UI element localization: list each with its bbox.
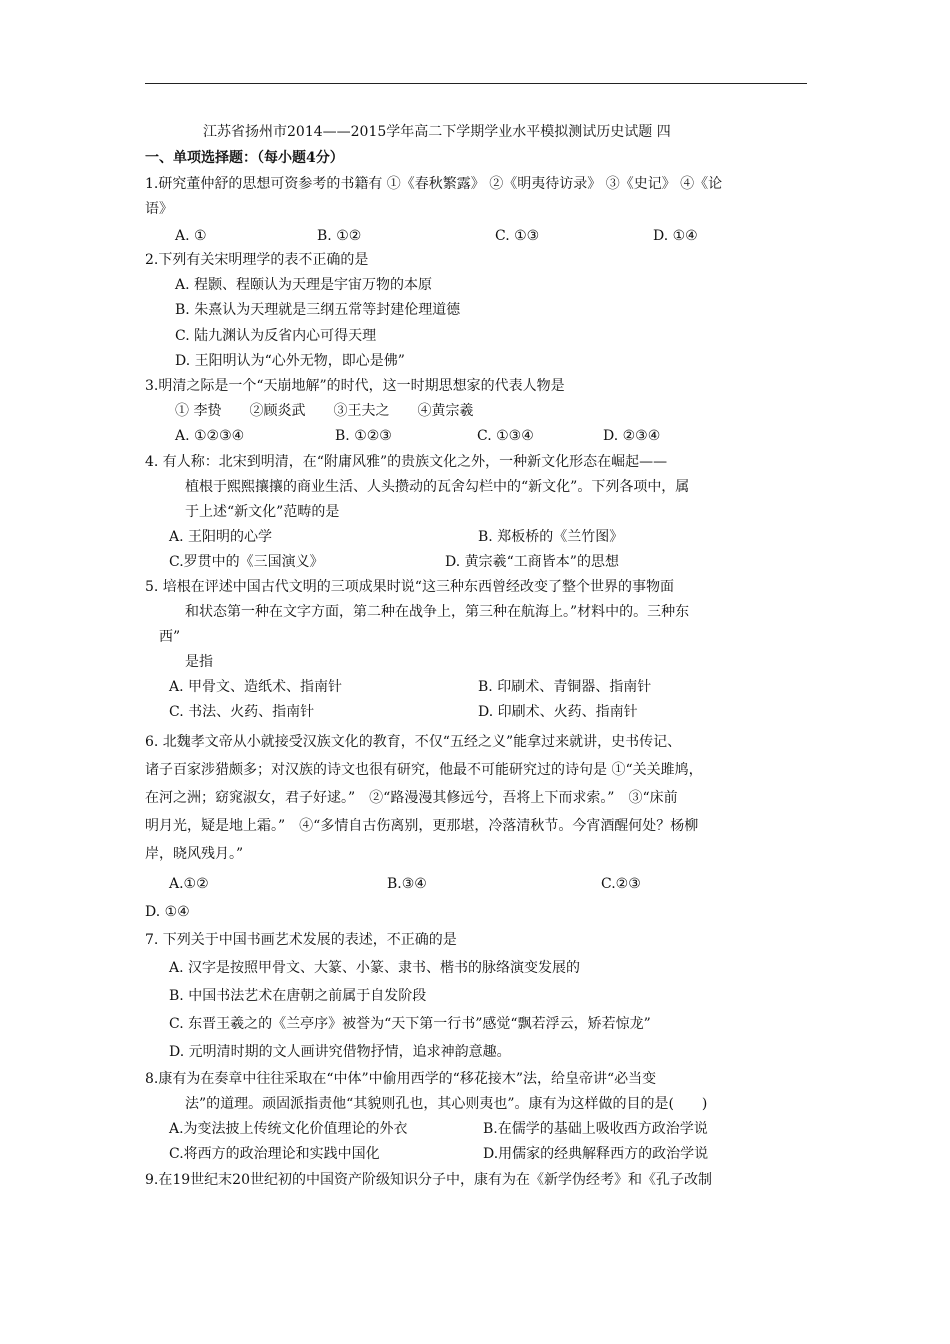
q2-option-c: C. 陆九渊认为反省内心可得天理 bbox=[175, 328, 377, 344]
q4-stem-cont-2: 于上述“新文化”范畴的是 bbox=[185, 504, 340, 520]
q3-option-d: D. ②③④ bbox=[603, 428, 661, 444]
q5-option-a: A. 甲骨文、造纸术、指南针 bbox=[169, 679, 343, 695]
q3-option-c: C. ①③④ bbox=[477, 428, 534, 444]
q6-option-d: D. ①④ bbox=[145, 904, 190, 920]
q1-stem-cont: 语》 bbox=[145, 201, 173, 217]
q8-option-a: A.为变法披上传统文化价值理论的外衣 bbox=[169, 1121, 408, 1137]
q6-option-b: B.③④ bbox=[387, 876, 427, 892]
q5-stem-cont-2: 西” bbox=[159, 629, 181, 645]
q4-stem: 4. 有人称：北宋到明清，在“附庸风雅”的贵族文化之外，一种新文化形态在崛起—— bbox=[145, 454, 668, 470]
q1-option-b: B. ①② bbox=[317, 228, 362, 244]
q3-option-b: B. ①②③ bbox=[335, 428, 392, 444]
q8-stem: 8.康有为在奏章中往往采取在“中体”中偷用西学的“移花接木”法，给皇帝讲“必当变 bbox=[145, 1071, 657, 1087]
section-heading: 一、单项选择题：（每小题4分） bbox=[145, 150, 344, 166]
q4-option-d: D. 黄宗羲“工商皆本”的思想 bbox=[445, 554, 619, 570]
q6-option-a: A.①② bbox=[169, 876, 209, 892]
q5-option-b: B. 印刷术、青铜器、指南针 bbox=[478, 679, 652, 695]
q3-stem: 3.明清之际是一个“天崩地解”的时代，这一时期思想家的代表人物是 bbox=[145, 378, 565, 394]
q1-option-c: C. ①③ bbox=[495, 228, 540, 244]
q2-option-b: B. 朱熹认为天理就是三纲五常等封建伦理道德 bbox=[175, 302, 461, 318]
q6-stem-cont-2: 在河之洲；窈窕淑女，君子好逑。” ②“路漫漫其修远兮，吾将上下而求索。” ③“床前 bbox=[145, 790, 678, 806]
q9-stem: 9.在19世纪末20世纪初的中国资产阶级知识分子中，康有为在《新学伪经考》和《孔子改制 bbox=[145, 1172, 712, 1188]
q6-stem-cont-1: 诸子百家涉猎颇多；对汉族的诗文也很有研究，他最不可能研究过的诗句是 ①“关关雎鸠， bbox=[145, 762, 703, 778]
q6-stem-cont-4: 岸，晓风残月。” bbox=[145, 846, 244, 862]
q7-option-d: D. 元明清时期的文人画讲究借物抒情，追求神韵意趣。 bbox=[169, 1044, 511, 1060]
page-title: 江苏省扬州市2014——2015学年高二下学期学业水平模拟测试历史试题 四 bbox=[203, 124, 671, 140]
q5-stem-cont-1: 和状态第一种在文字方面，第二种在战争上，第三种在航海上。”材料中的。三种东 bbox=[185, 604, 690, 620]
q4-option-c: C.罗贯中的《三国演义》 bbox=[169, 554, 324, 570]
q2-stem: 2.下列有关宋明理学的表不正确的是 bbox=[145, 252, 369, 268]
q1-option-d: D. ①④ bbox=[653, 228, 698, 244]
q7-option-c: C. 东晋王羲之的《兰亭序》被誉为“天下第一行书”感觉“飘若浮云，矫若惊龙” bbox=[169, 1016, 651, 1032]
q8-stem-cont: 法”的道理。顽固派指责他“其貌则孔也，其心则夷也”。康有为这样做的目的是( ) bbox=[185, 1096, 708, 1112]
q5-stem: 5. 培根在评述中国古代文明的三项成果时说“这三种东西曾经改变了整个世界的事物面 bbox=[145, 579, 674, 595]
q3-items: ① 李贽 ②顾炎武 ③王夫之 ④黄宗羲 bbox=[175, 403, 474, 419]
q8-option-c: C.将西方的政治理论和实践中国化 bbox=[169, 1146, 380, 1162]
q8-option-d: D.用儒家的经典解释西方的政治学说 bbox=[483, 1146, 709, 1162]
q3-option-a: A. ①②③④ bbox=[175, 428, 245, 444]
q1-option-a: A. ① bbox=[175, 228, 207, 244]
q4-option-a: A. 王阳明的心学 bbox=[169, 529, 273, 545]
q4-stem-cont-1: 植根于熙熙攘攘的商业生活、人头攒动的瓦舍勾栏中的“新文化”。下列各项中，属 bbox=[185, 479, 690, 495]
q5-option-d: D. 印刷术、火药、指南针 bbox=[478, 704, 638, 720]
q4-option-b: B. 郑板桥的《兰竹图》 bbox=[478, 529, 624, 545]
q7-option-a: A. 汉字是按照甲骨文、大篆、小篆、隶书、楷书的脉络演变发展的 bbox=[169, 960, 581, 976]
top-rule bbox=[145, 83, 807, 84]
q6-option-c: C.②③ bbox=[601, 876, 641, 892]
q6-stem-cont-3: 明月光，疑是地上霜。” ④“多情自古伤离别，更那堪，冷落清秋节。今宵酒醒何处？杨柳 bbox=[145, 818, 699, 834]
q8-option-b: B.在儒学的基础上吸收西方政治学说 bbox=[483, 1121, 708, 1137]
q7-option-b: B. 中国书法艺术在唐朝之前属于自发阶段 bbox=[169, 988, 427, 1004]
q5-option-c: C. 书法、火药、指南针 bbox=[169, 704, 315, 720]
q7-stem: 7. 下列关于中国书画艺术发展的表述，不正确的是 bbox=[145, 932, 457, 948]
q6-stem: 6. 北魏孝文帝从小就接受汉族文化的教育，不仅“五经之义”能拿过来就讲，史书传记、 bbox=[145, 734, 682, 750]
q1-stem: 1.研究董仲舒的思想可资参考的书籍有 ①《春秋繁露》 ②《明夷待访录》 ③《史记》 ④《论 bbox=[145, 176, 723, 192]
q2-option-a: A. 程颢、程颐认为天理是宇宙万物的本原 bbox=[175, 277, 433, 293]
q2-option-d: D. 王阳明认为“心外无物，即心是佛” bbox=[175, 353, 405, 369]
q5-stem-cont-3: 是指 bbox=[185, 654, 213, 670]
